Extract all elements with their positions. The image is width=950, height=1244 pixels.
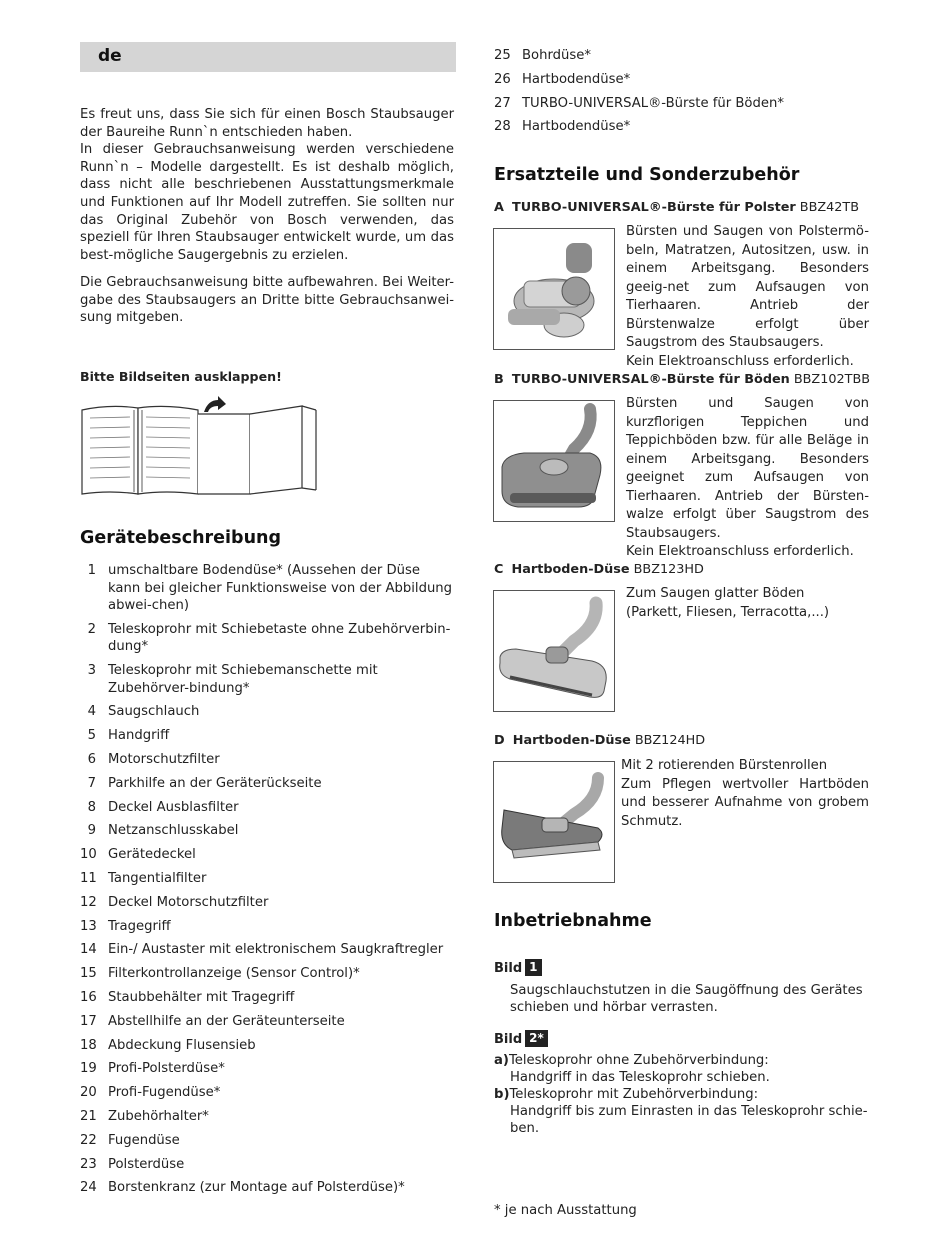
accessory-d-code: BBZ124HD bbox=[634, 733, 706, 748]
intro-paragraph-2: Die Gebrauchsanweisung bitte aufbewahren. Bei Weiter-gabe des Staubsaugers an Dritte bitte Gebrauchsanwei-sung mitgeben. bbox=[80, 275, 454, 326]
accessory-b-name: TURBO-UNIVERSAL®-Bürste für Böden bbox=[511, 372, 790, 387]
list-item bbox=[80, 727, 456, 745]
list-item-number: 26 bbox=[494, 71, 511, 87]
list-item-number: 21 bbox=[80, 1108, 97, 1124]
list-item-number: 14 bbox=[80, 942, 97, 958]
list-item-text: Abstellhilfe an der Geräteunterseite bbox=[108, 1013, 345, 1029]
accessory-a-code: BBZ42TB bbox=[799, 200, 860, 215]
accessory-c-image bbox=[493, 590, 615, 712]
list-item bbox=[80, 562, 456, 615]
accessory-a-heading bbox=[494, 200, 859, 215]
upholstery-turbo-brush-icon bbox=[494, 229, 614, 349]
list-item-number: 10 bbox=[80, 847, 97, 863]
accessory-b-image bbox=[493, 400, 615, 522]
list-item-text: Parkhilfe an der Geräterückseite bbox=[108, 775, 322, 791]
accessory-a-image bbox=[493, 228, 615, 350]
list-item-text: Bohrdüse* bbox=[522, 48, 591, 63]
list-item-number: 12 bbox=[80, 894, 97, 910]
figure-2-number: 2* bbox=[525, 1030, 548, 1047]
accessory-b-letter: B bbox=[494, 372, 504, 387]
step-a-label: a) bbox=[494, 1053, 509, 1068]
figure-2-word: Bild bbox=[494, 1032, 523, 1047]
accessory-c-description: Zum Saugen glatter Böden (Parkett, Fliesen, Terracotta,...) bbox=[626, 586, 830, 620]
setup-title: Inbetriebnahme bbox=[494, 911, 652, 931]
list-item-number: 18 bbox=[80, 1037, 97, 1053]
list-item-number: 3 bbox=[87, 663, 96, 679]
accessory-c-letter: C bbox=[494, 562, 504, 577]
list-item-number: 27 bbox=[494, 95, 511, 111]
list-item bbox=[80, 965, 456, 983]
step-b-text: Handgriff bis zum Einrasten in das Teleskoprohr schie-ben. bbox=[510, 1104, 868, 1136]
list-item bbox=[80, 870, 456, 888]
accessory-d-description: Mit 2 rotierenden Bürstenrollen Zum Pflegen wertvoller Hartböden und besserer Aufnahme von grobem Schmutz. bbox=[621, 758, 869, 829]
list-item bbox=[80, 775, 456, 793]
intro-paragraph-1: Es freut uns, dass Sie sich für einen Bosch Staubsauger der Baureihe Runn`n entschieden haben. In dieser Gebrauchsanweisung werden verschiedene Runn`n – Modelle dargestellt. Es ist deshalb möglich, dass nicht alle beschriebenen Ausstattungsmerkmale und Funktionen auf Ihr Modell zutreffen. Sie sollten nur das Original Zubehör von Bosch verwenden, das speziell für Ihren Staubsauger entwickelt wurde, um das best-mögliche Saugergebnis zu erzielen. bbox=[80, 107, 454, 263]
accessories-title: Ersatzteile und Sonderzubehör bbox=[494, 165, 800, 185]
list-item-text: Deckel Ausblasfilter bbox=[108, 799, 239, 815]
list-item-text: Polsterdüse bbox=[108, 1156, 185, 1172]
list-item-number: 22 bbox=[80, 1132, 97, 1148]
list-item bbox=[80, 799, 456, 817]
list-item bbox=[80, 894, 456, 912]
list-item-number: 2 bbox=[87, 621, 96, 637]
list-item-text: Profi-Fugendüse* bbox=[108, 1085, 221, 1101]
list-item-text: TURBO-UNIVERSAL®-Bürste für Böden* bbox=[522, 95, 784, 111]
list-item-number: 11 bbox=[80, 870, 97, 886]
accessory-b-code: BBZ102TBB bbox=[793, 372, 871, 387]
accessory-c-heading bbox=[494, 562, 704, 577]
accessory-c-name: Hartboden-Düse bbox=[511, 562, 630, 577]
list-item bbox=[80, 1132, 456, 1150]
step-a-title: Teleskoprohr ohne Zubehörverbindung: bbox=[508, 1053, 769, 1068]
hard-floor-nozzle-icon bbox=[494, 591, 614, 711]
step-b-title: Teleskoprohr mit Zubehörverbindung: bbox=[509, 1087, 759, 1102]
list-item bbox=[80, 1108, 456, 1126]
list-item-text: Abdeckung Flusensieb bbox=[108, 1037, 256, 1053]
figure-2-steps bbox=[494, 1052, 870, 1137]
accessory-c-code: BBZ123HD bbox=[633, 562, 704, 577]
list-item-text: Fugendüse bbox=[108, 1132, 180, 1148]
fold-out-pages-illustration bbox=[80, 396, 320, 498]
floor-turbo-brush-icon bbox=[494, 401, 614, 521]
accessory-a-name: TURBO-UNIVERSAL®-Bürste für Polster bbox=[512, 200, 796, 215]
list-item bbox=[494, 92, 870, 116]
list-item bbox=[80, 751, 456, 769]
hard-floor-nozzle-rollers-icon bbox=[494, 762, 614, 882]
list-item-text: Teleskoprohr mit Schiebetaste ohne Zubehörverbin-dung* bbox=[108, 621, 451, 655]
accessory-a-description: Bürsten und Saugen von Polstermö-beln, Matratzen, Autositzen, usw. in einem Arbeitsgang. Besonders geeig-net zum Aufsaugen von Tierhaaren. Antrieb der Bürstenwalze erfolgt über Saugstrom des Staubsaugers. Kein Elektroanschluss erforderlich. bbox=[626, 224, 869, 369]
list-item-text: Hartbodendüse* bbox=[522, 119, 631, 135]
list-item-number: 1 bbox=[87, 563, 96, 578]
list-item bbox=[494, 115, 870, 139]
list-item bbox=[80, 1013, 456, 1031]
list-item bbox=[494, 44, 870, 68]
list-item-number: 25 bbox=[494, 48, 511, 63]
figure-1-word: Bild bbox=[494, 961, 523, 976]
list-item-number: 5 bbox=[87, 728, 96, 744]
list-item-number: 20 bbox=[80, 1085, 97, 1101]
figure-2-label bbox=[494, 1030, 548, 1047]
list-item-text: Zubehörhalter* bbox=[108, 1108, 209, 1124]
list-item-number: 9 bbox=[87, 823, 96, 839]
figure-1-label bbox=[494, 959, 542, 976]
description-list bbox=[80, 562, 456, 1203]
list-item bbox=[80, 703, 456, 721]
step-b-label: b) bbox=[494, 1087, 510, 1102]
list-item bbox=[80, 662, 456, 697]
list-item bbox=[80, 1037, 456, 1055]
accessory-b-description: Bürsten und Saugen von kurzflorigen Teppichen und Teppichböden bzw. für alle Beläge in einem Arbeitsgang. Besonders geeignet zum Aufsaugen von Tierhaaren. Antrieb der Bürsten-walze erfolgt über Saugstrom des Staubsaugers. Kein Elektroanschluss erforderlich. bbox=[626, 396, 869, 559]
list-item bbox=[80, 846, 456, 864]
list-item-number: 16 bbox=[80, 989, 97, 1005]
figure-1-text: Saugschlauchstutzen in die Saugöffnung des Gerätes schieben und hörbar verrasten. bbox=[510, 983, 863, 1015]
description-title: Gerätebeschreibung bbox=[80, 528, 282, 548]
list-item bbox=[80, 1179, 456, 1197]
list-item-text: Handgriff bbox=[108, 728, 170, 744]
fold-note: Bitte Bildseiten ausklappen! bbox=[80, 369, 282, 384]
language-bar bbox=[80, 42, 456, 72]
footnote: * je nach Ausstattung bbox=[494, 1203, 637, 1218]
list-item bbox=[80, 1084, 456, 1102]
list-item-number: 24 bbox=[80, 1180, 97, 1196]
list-item bbox=[80, 941, 456, 959]
description-list-continued bbox=[494, 44, 870, 139]
list-item-number: 6 bbox=[87, 751, 96, 767]
accessory-b-heading bbox=[494, 372, 870, 387]
list-item-number: 15 bbox=[80, 966, 97, 982]
accessory-d-heading bbox=[494, 733, 705, 748]
list-item bbox=[80, 621, 456, 656]
list-item bbox=[80, 1156, 456, 1174]
list-item-text: Gerätedeckel bbox=[108, 847, 196, 863]
list-item-text: Tragegriff bbox=[108, 918, 171, 934]
accessory-d-image bbox=[493, 761, 615, 883]
list-item bbox=[80, 822, 456, 840]
list-item-number: 23 bbox=[80, 1156, 97, 1172]
list-item-number: 7 bbox=[87, 775, 96, 791]
step-a-text: Handgriff in das Teleskoprohr schieben. bbox=[510, 1070, 770, 1085]
accessory-d-name: Hartboden-Düse bbox=[512, 733, 631, 748]
language-label: de bbox=[98, 46, 122, 66]
list-item-text: Deckel Motorschutzfilter bbox=[108, 894, 269, 910]
list-item-text: Saugschlauch bbox=[108, 704, 200, 720]
list-item-text: Filterkontrollanzeige (Sensor Control)* bbox=[108, 966, 360, 982]
list-item-text: Profi-Polsterdüse* bbox=[108, 1061, 225, 1077]
list-item-text: Motorschutzfilter bbox=[108, 751, 220, 767]
list-item bbox=[80, 918, 456, 936]
list-item-text: Ein-/ Austaster mit elektronischem Saugkraftregler bbox=[108, 942, 444, 958]
figure-1-number: 1 bbox=[525, 959, 541, 976]
list-item-text: Borstenkranz (zur Montage auf Polsterdüse)* bbox=[108, 1180, 405, 1196]
list-item-text: Netzanschlusskabel bbox=[108, 823, 239, 839]
list-item-text: Teleskoprohr mit Schiebemanschette mit Zubehörver-bindung* bbox=[108, 663, 378, 696]
list-item-text: Staubbehälter mit Tragegriff bbox=[108, 989, 295, 1005]
list-item-number: 17 bbox=[80, 1013, 97, 1029]
list-item-text: Tangentialfilter bbox=[108, 870, 207, 886]
list-item bbox=[494, 68, 870, 92]
list-item-number: 8 bbox=[87, 799, 96, 815]
accessory-a-letter: A bbox=[494, 200, 504, 215]
list-item-number: 28 bbox=[494, 119, 511, 135]
list-item-text: umschaltbare Bodendüse* (Aussehen der Düse kann bei gleicher Funktionsweise von der Abbildung abwei-chen) bbox=[108, 563, 453, 613]
list-item bbox=[80, 989, 456, 1007]
list-item-text: Hartbodendüse* bbox=[522, 71, 631, 87]
accessory-d-letter: D bbox=[494, 733, 505, 748]
list-item-number: 19 bbox=[80, 1061, 97, 1077]
list-item-number: 4 bbox=[87, 704, 96, 720]
list-item bbox=[80, 1060, 456, 1078]
list-item-number: 13 bbox=[80, 918, 97, 934]
